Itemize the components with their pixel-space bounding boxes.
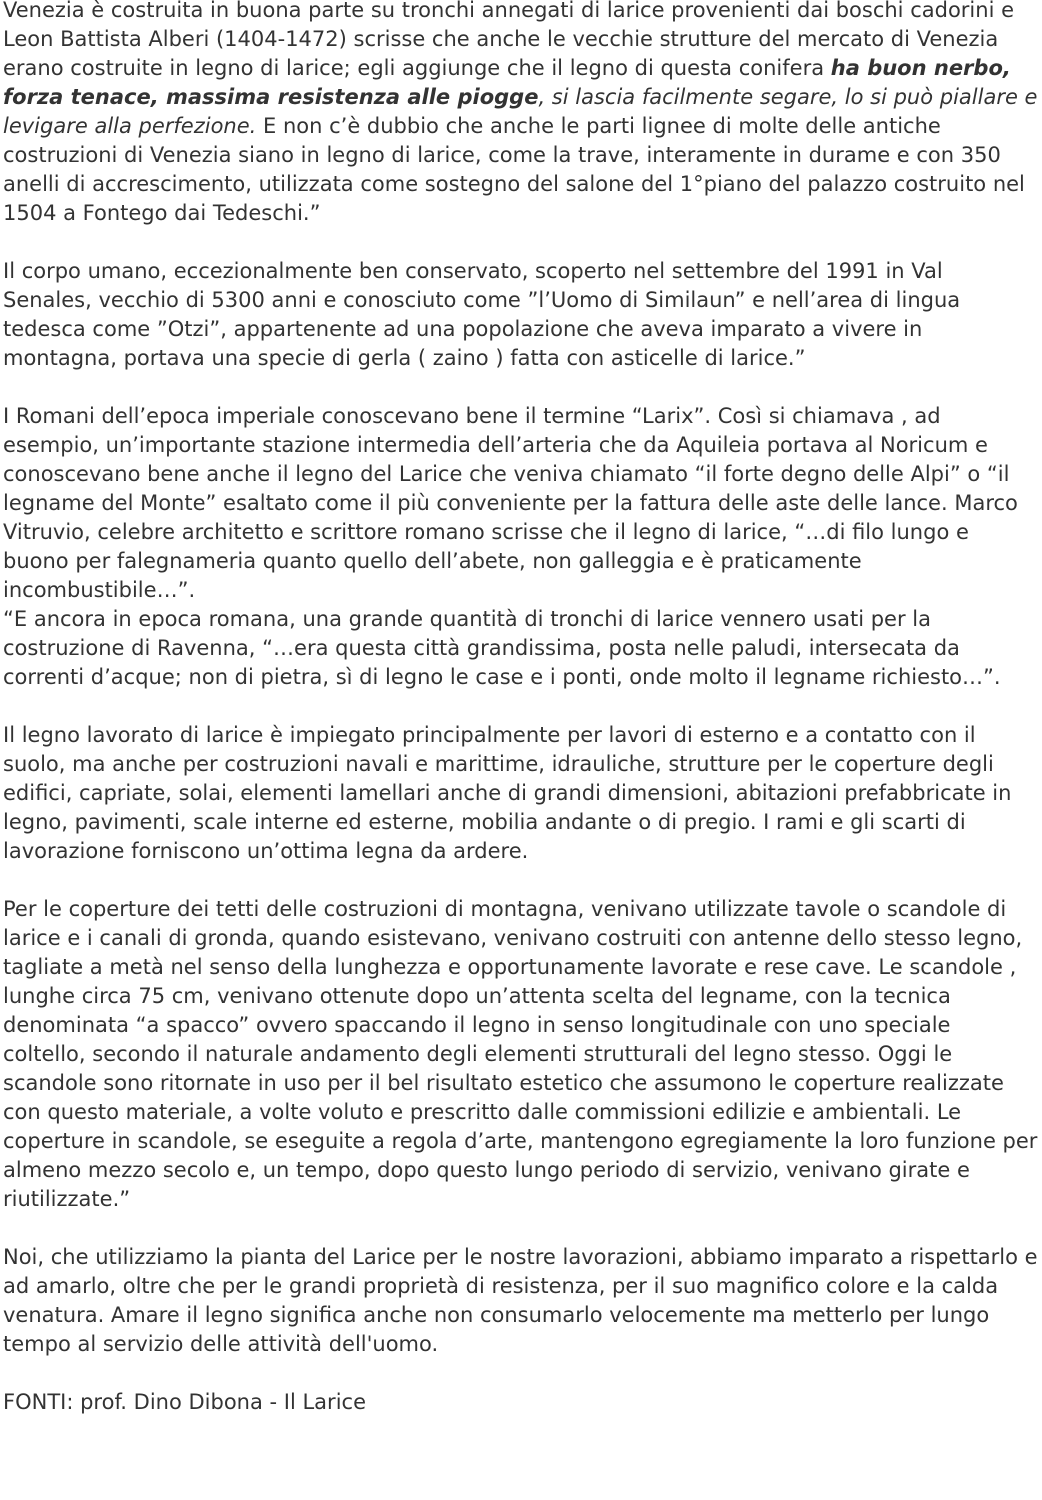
paragraph-romani: I Romani dell’epoca imperiale conoscevano bene il termine “Larix”. Così si chiamava , ad esempio, un’importante stazione intermedia dell’arteria che da Aquileia portava al Noricum e conoscevano bene anche il legno del Larice che veniva chiamato “il forte degno delle Alpi” o “il legname del Monte” esaltato come il più conveniente per la fattura delle aste delle lance. Marco Vitruvio, celebre architetto e scrittore romano scrisse che il legno di larice, “…di filo lungo e buono per falegnameria quanto quello dell’abete, non galleggia e è praticamente incombustibile…”. bbox=[3, 404, 1018, 602]
paragraph-venezia-italic-quote: , si lascia facilmente segare, lo si può piallare e levigare alla perfezione. bbox=[3, 85, 1038, 138]
paragraph-utilizzi: Il legno lavorato di larice è impiegato principalmente per lavori di esterno e a contatto con il suolo, ma anche per costruzioni navali e marittime, idrauliche, strutture per le coperture degli edifici, capriate, solai, elementi lamellari anche di grandi dimensioni, abitazioni prefabbricate in legno, pavimenti, scale interne ed esterne, mobilia andante o di pregio. I rami e gli scarti di lavorazione forniscono un’ottima legna da ardere. bbox=[3, 723, 1012, 863]
paragraph-venezia-bold-quote: ha buon nerbo, forza tenace, massima resistenza alle piogge bbox=[3, 56, 1011, 109]
paragraph-scandole: Per le coperture dei tetti delle costruzioni di montagna, venivano utilizzate tavole o scandole di larice e i canali di gronda, quando esistevano, venivano costruiti con antenne dello stesso legno, tagliate a metà nel senso della lunghezza e opportunamente lavorate e rese cave. Le scandole , lunghe circa 75 cm, venivano ottenute dopo un’attenta scelta del legname, con la tecnica denominata “a spacco” ovvero spaccando il legno in senso longitudinale con uno speciale coltello, secondo il naturale andamento degli elementi strutturali del legno stesso. Oggi le scandole sono ritornate in uso per il bel risultato estetico che assumono le coperture realizzate con questo materiale, a volte voluto e prescritto dalle commissioni edilizie e ambientali. Le coperture in scandole, se eseguite a regola d’arte, mantengono egregiamente la loro funzione per almeno mezzo secolo e, un tempo, dopo questo lungo periodo di servizio, venivano girate e riutilizzate.” bbox=[3, 897, 1038, 1211]
paragraph-venezia-text-a: Venezia è costruita in buona parte su tronchi annegati di larice provenienti dai boschi cadorini e Leon Battista Alberi (1404-1472) scrisse che anche le vecchie strutture del mercato di Venezia erano costruite in legno di larice; egli aggiunge che il legno di questa conifera bbox=[3, 0, 1014, 80]
paragraph-ravenna: “E ancora in epoca romana, una grande quantità di tronchi di larice vennero usati per la costruzione di Ravenna, “…era questa città grandissima, posta nelle paludi, intersecata da correnti d’acque; non di pietra, sì di legno le case e i ponti, onde molto il legname richiesto…”. bbox=[3, 607, 1001, 689]
paragraph-similaun: Il corpo umano, eccezionalmente ben conservato, scoperto nel settembre del 1991 in Val Senales, vecchio di 5300 anni e conosciuto come ”l’Uomo di Similaun” e nell’area di lingua tedesca come ”Otzi”, appartenente ad una popolazione che aveva imparato a vivere in montagna, portava una specie di gerla ( zaino ) fatta con asticelle di larice.” bbox=[3, 259, 961, 370]
paragraph-noi: Noi, che utilizziamo la pianta del Larice per le nostre lavorazioni, abbiamo imparato a rispettarlo e ad amarlo, oltre che per le grandi proprietà di resistenza, per il suo magnifico colore e la calda venatura. Amare il legno significa anche non consumarlo velocemente ma metterlo per lungo tempo al servizio delle attività dell'uomo. bbox=[3, 1245, 1038, 1356]
paragraph-venezia bbox=[3, 0, 1038, 228]
sources-line: FONTI: prof. Dino Dibona - Il Larice bbox=[3, 1390, 366, 1414]
paragraph-venezia-text-b: E non c’è dubbio che anche le parti lignee di molte delle antiche costruzioni di Venezia siano in legno di larice, come la trave, interamente in durame e con 350 anelli di accrescimento, utilizzata come sostegno del salone del 1°piano del palazzo costruito nel 1504 a Fontego dai Tedeschi.” bbox=[3, 114, 1025, 225]
